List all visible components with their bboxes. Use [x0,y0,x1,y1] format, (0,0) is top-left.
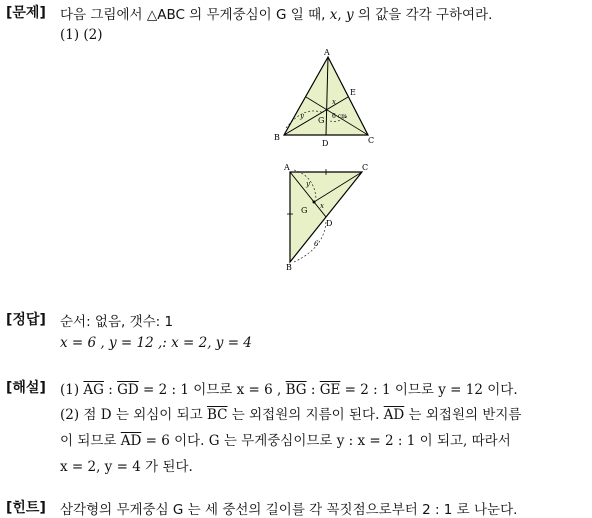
figure-1 [270,45,390,155]
label-x: x [320,202,324,210]
label-a: A [284,163,290,172]
explanation-line3 [60,429,511,449]
var-x: x [329,7,338,23]
seg-ge: $\overline{GE}$ [319,382,341,398]
label-g: G [318,116,325,125]
explanation-tag: [해설] [6,380,46,396]
comma: , [337,7,346,23]
label-d: D [322,139,329,148]
problem-parts: (1) (2) [60,27,103,43]
exp-l3-b: = 6 이다. G 는 무게중심이므로 y : x = 2 : 1 이 되고, 따라서 [141,433,511,449]
seg-ad: $\overline{AD}$ [383,407,405,423]
point-g [313,201,316,204]
hint-tag: [힌트] [6,500,46,516]
seg-gd: $\overline{GD}$ [117,382,139,398]
exp-l2-b: 는 외접원의 지름이 된다. [227,407,384,423]
label-d: D [326,219,333,228]
answer-line1: 순서: 없음, 갯수: 1 [60,314,174,330]
exp-l1-c: = 2 : 1 이므로 x = 6 , [138,382,286,398]
exp-l3-a: 이 되므로 [60,433,121,449]
label-e: E [350,88,356,97]
seg-bc: $\overline{BC}$ [206,407,228,423]
label-6: 6 [314,240,319,248]
exp-l1-d: : [306,382,320,398]
label-a: A [324,48,330,57]
hint-text: 삼각형의 무게중심 G 는 세 중선의 길이를 각 꼭짓점으로부터 2 : 1 로 나눈다. [60,502,518,518]
figure-2 [280,158,380,278]
problem-text-b: 의 값을 각각 구하여라. [353,7,493,23]
problem-tag: [문제] [6,5,46,21]
var-y: y [345,7,354,23]
explanation-line2 [60,403,521,423]
problem-text [60,3,492,23]
label-y: y [300,112,304,120]
seg-bg: $\overline{BG}$ [285,382,307,398]
label-g: G [301,206,308,215]
problem-text-a: 다음 그림에서 △ABC 의 무게중심이 G 일 때, [60,7,330,23]
explanation-line4: x = 2, y = 4 가 된다. [60,459,193,475]
answer-line2: x = 6 , y = 12 ,: x = 2, y = 4 [60,335,252,351]
exp-l1-b: : [103,382,118,398]
exp-l1-a: (1) [60,382,84,398]
exp-l2-a: (2) 점 D 는 외심이 되고 [60,407,207,423]
explanation-line1 [60,378,518,398]
seg-ad-2: $\overline{AD}$ [120,433,142,449]
label-c: C [362,163,369,172]
exp-l2-c: 는 외접원의 반지름 [404,407,522,423]
label-b: B [286,263,292,272]
label-y: y [306,180,310,188]
label-6cm: 6 cm [332,113,347,120]
exp-l1-e: = 2 : 1 이므로 y = 12 이다. [340,382,518,398]
answer-tag: [정답] [6,312,46,328]
label-c: C [368,136,375,145]
seg-ag: $\overline{AG}$ [83,382,104,398]
label-x: x [332,98,336,106]
label-b: B [274,133,280,142]
